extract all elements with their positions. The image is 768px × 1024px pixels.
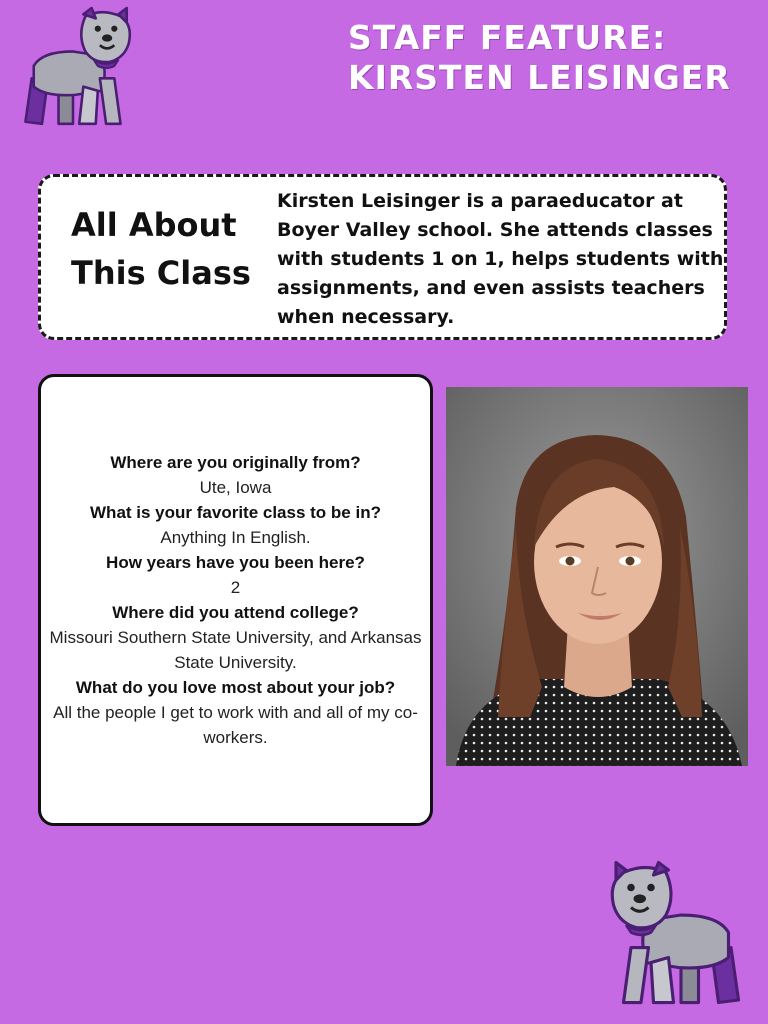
about-description: Kirsten Leisinger is a paraeducator at Boyer Valley school. She attends classes with students 1 on 1, helps students with assignments, and even assists teachers when necessary. [277, 190, 724, 328]
bulldog-mascot-icon [606, 860, 756, 1010]
bulldog-mascot-icon [10, 6, 136, 130]
question: Where are you originally from? [110, 453, 361, 472]
answer: All the people I get to work with and all of my co-workers. [53, 703, 418, 747]
question: Where did you attend college? [112, 603, 359, 622]
qa-item [43, 550, 428, 600]
answer: 2 [230, 578, 241, 597]
qa-item [43, 450, 428, 500]
answer: Ute, Iowa [199, 478, 272, 497]
qa-item [43, 500, 428, 550]
question: What do you love most about your job? [75, 678, 396, 697]
about-section [38, 174, 727, 340]
question: What is your favorite class to be in? [90, 503, 381, 522]
staff-portrait [446, 387, 748, 766]
qa-item [43, 675, 428, 750]
answer: Missouri Southern State University, and Arkansas State University. [49, 628, 422, 672]
about-heading: All About This Class [71, 206, 251, 292]
page-title [348, 18, 748, 98]
answer: Anything In English. [160, 528, 311, 547]
title-line-1: STAFF FEATURE: [348, 18, 667, 57]
question: How years have you been here? [106, 553, 365, 572]
title-line-2: KIRSTEN LEISINGER [348, 58, 731, 97]
qa-section [38, 374, 433, 826]
qa-item [43, 600, 428, 675]
